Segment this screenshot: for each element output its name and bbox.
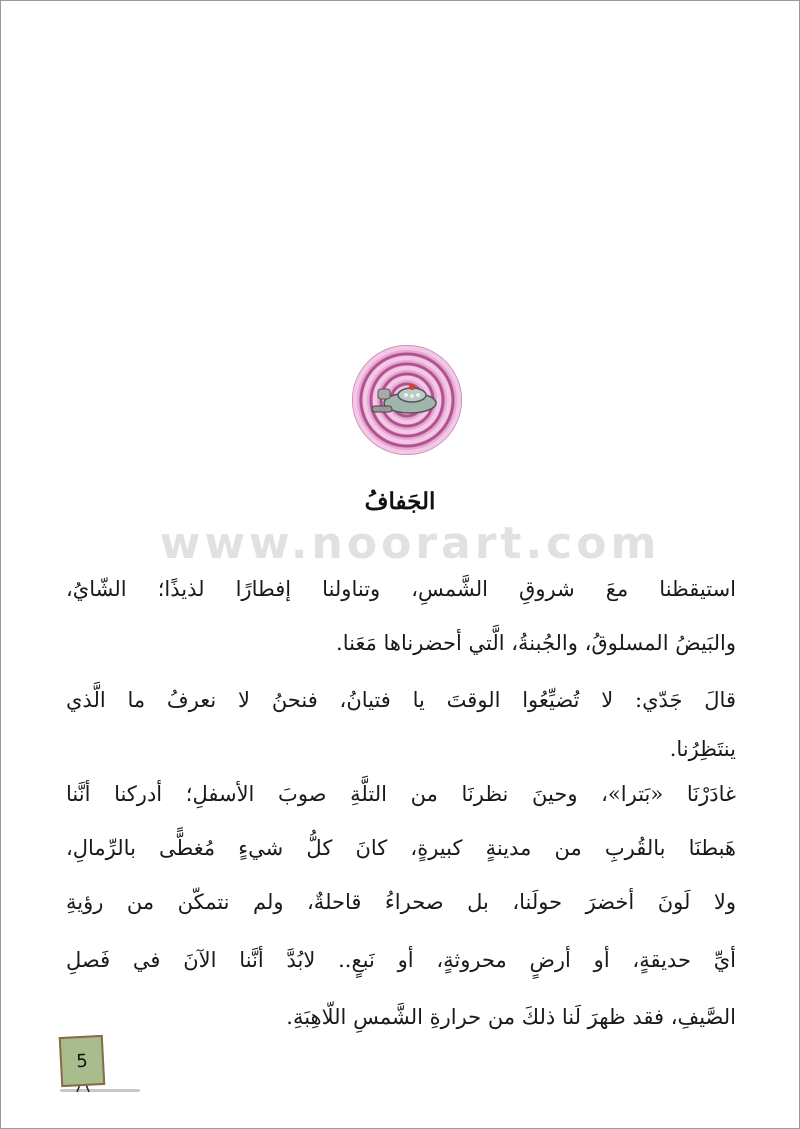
text-line: استيقظنا معَ شروقِ الشَّمسِ، وتناولنا إفطارًا لذيذًا؛ الشّايُ، [66, 577, 736, 601]
chapter-title: الجَفافُ [364, 488, 436, 515]
text-line: ولا لَونَ أخضرَ حولَنا، بل صحراءُ قاحلةٌ، ولم نتمكّن من رؤيةِ [66, 890, 736, 914]
text-line: غادَرْنَا «بَترا»، وحينَ نظرنَا من التلَّةِ صوبَ الأسفلِ؛ أدركنا أنَّنا [66, 782, 736, 806]
spaceship-icon [370, 383, 442, 417]
text-line: والبَيضُ المسلوقُ، والجُبنةُ، الَّتي أحضرناها مَعَنا. [336, 631, 736, 655]
page-number: 5 [59, 1035, 106, 1087]
text-line: قالَ جَدّي: لا تُضيِّعُوا الوقتَ يا فتيانُ، فنحنُ لا نعرفُ ما الَّذي [66, 688, 736, 712]
text-line: هَبطنَا بالقُربِ من مدينةٍ كبيرةٍ، كانَ كلُّ شيءٍ مُغطًّى بالرِّمالِ، [66, 836, 736, 860]
text-line: أيِّ حديقةٍ، أو أرضٍ محروثةٍ، أو نَبعٍ.. لابُدَّ أنَّنا الآنَ في فَصلِ [66, 948, 736, 972]
text-line: الصَّيفِ، فقد ظهرَ لَنا ذلكَ من حرارةِ الشَّمسِ اللّاهِبَةِ. [286, 1005, 736, 1029]
easel-shadow [60, 1089, 140, 1092]
watermark: www.noorart.com [159, 518, 661, 569]
text-line: ينتَظِرُنا. [669, 737, 736, 761]
